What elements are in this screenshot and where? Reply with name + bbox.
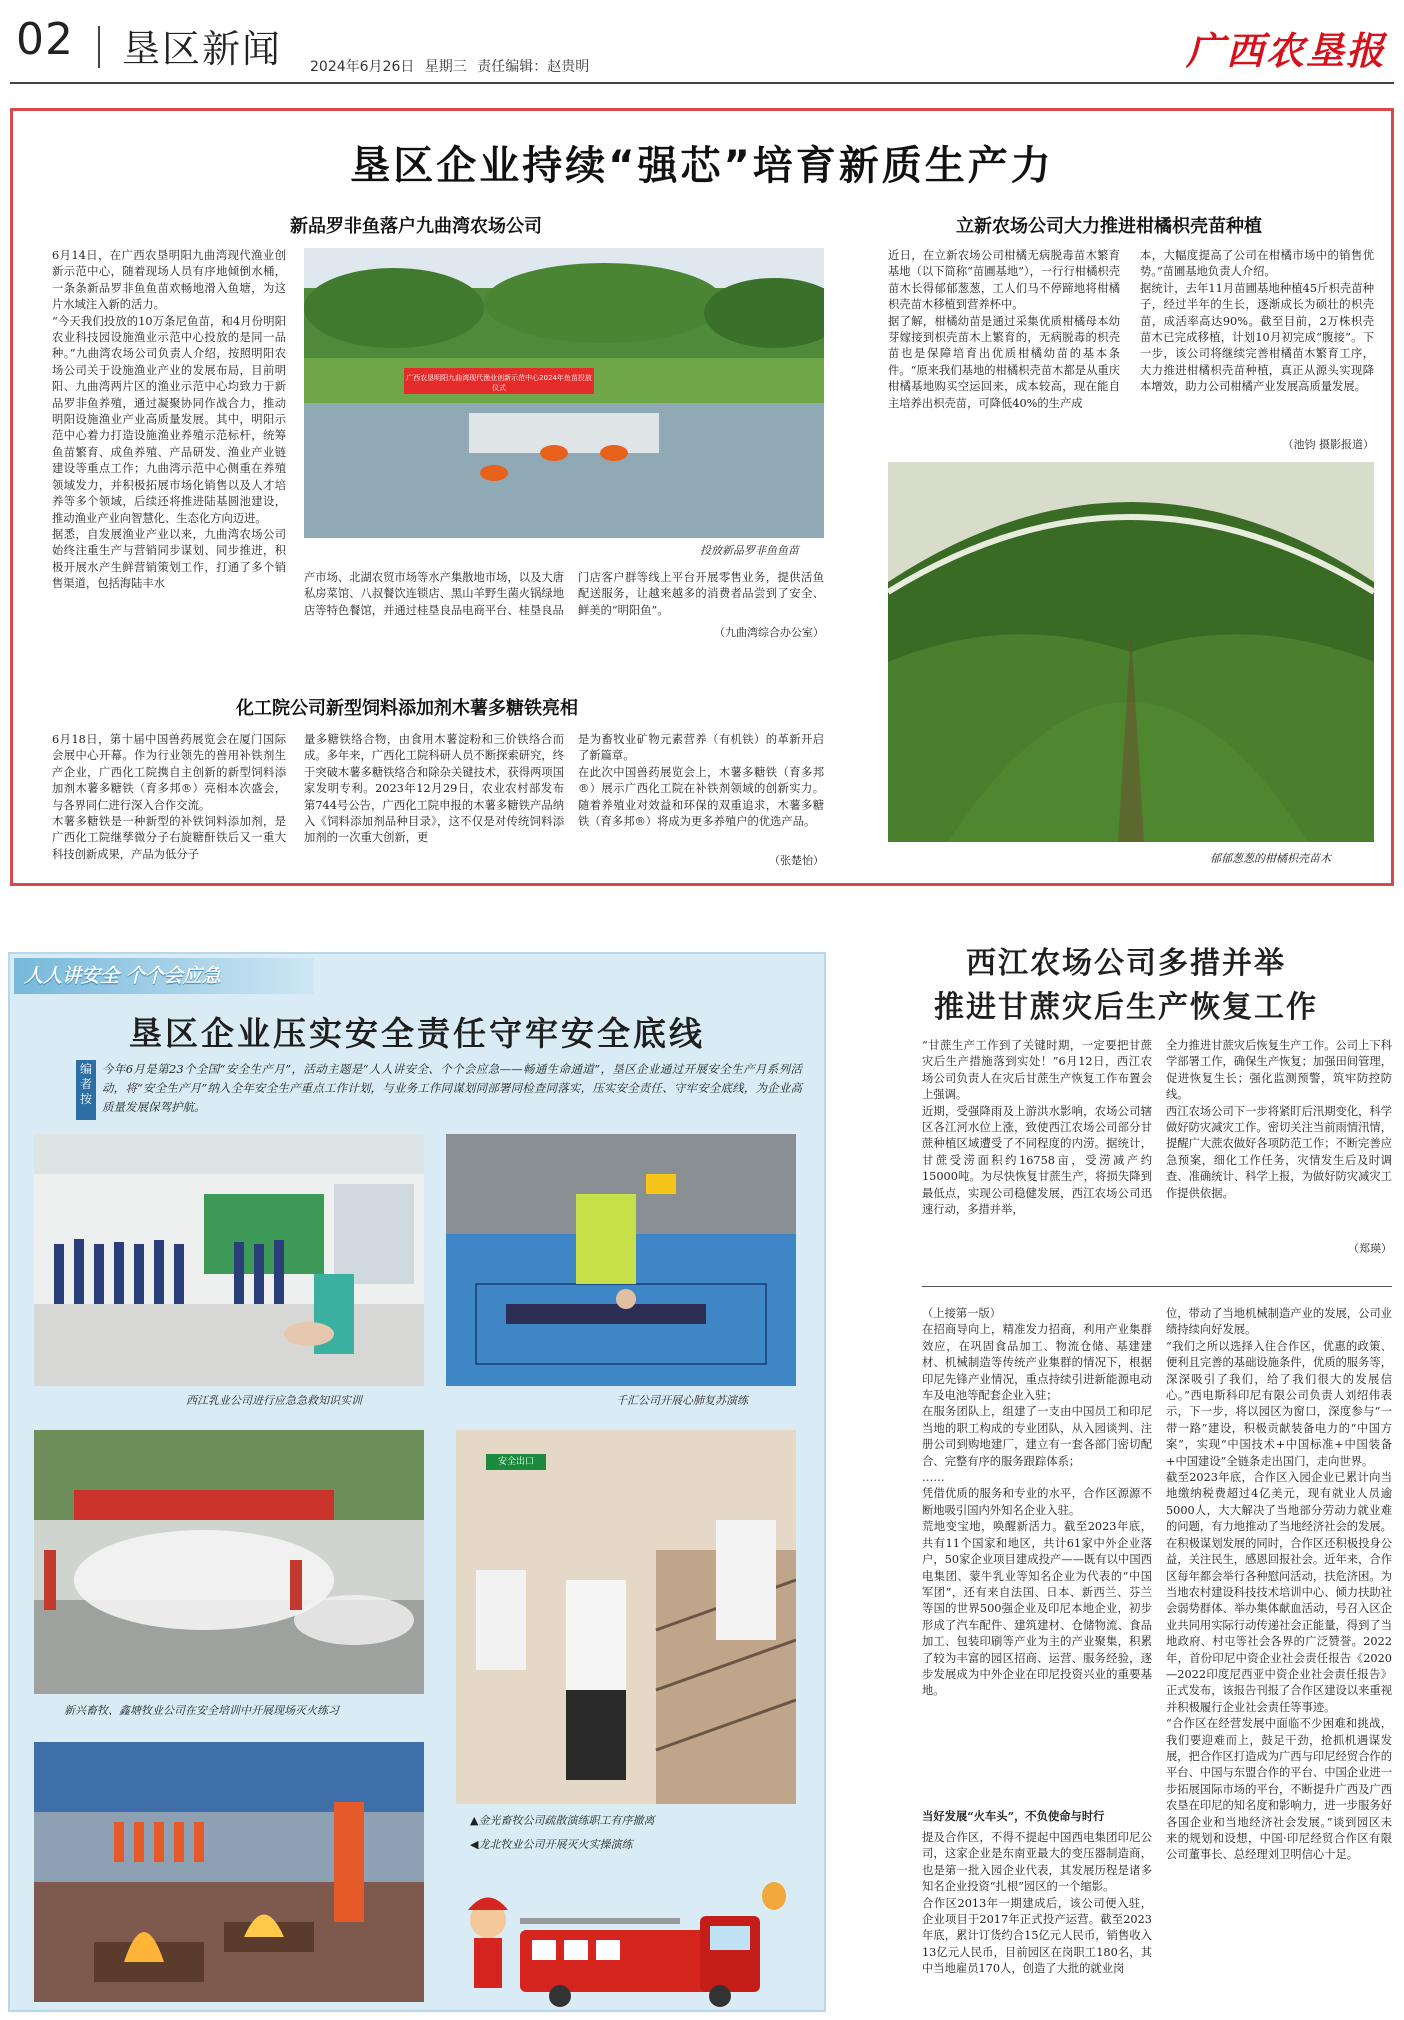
safety-band bbox=[14, 958, 314, 994]
photo-banner-text: 广西农垦明阳九曲湾现代渔业创新示范中心2024年鱼苗投放仪式 bbox=[406, 374, 592, 392]
caption-citrus: 郁郁葱葱的柑橘枳壳苗木 bbox=[1210, 852, 1331, 865]
article-fish-col2: 产市场、北湖农贸市场等水产集散地市场，以及大唐私房菜馆、八叔餐饮连锁店、黑山羊野生菌火锅绿地店等特色餐馆，并通过桂垦良品电商平台、桂垦良品 bbox=[304, 571, 564, 617]
header-divider bbox=[98, 26, 100, 68]
page-number: 02 bbox=[16, 14, 74, 65]
caption-fish: 投放新品罗非鱼鱼苗 bbox=[700, 544, 799, 557]
newspaper-logo: 广西农垦报 bbox=[1185, 28, 1386, 73]
article-title-feed: 化工院公司新型饲料添加剂木薯多糖铁亮相 bbox=[236, 698, 578, 719]
article-feed-col3: 是为畜牧业矿物元素营养（有机铁）的革新开启了新篇章。 在此次中国兽药展览会上，木薯多糖铁（育多邦®）展示广西化工院在补铁剂领域的创新实力。随着养殖业对效益和环保的双重追求，木薯多糖铁（育多邦®）将成为更多养殖户的优选产品。 bbox=[578, 733, 824, 829]
issue-info: 2024年6月26日 星期三 责任编辑：赵贵明 bbox=[310, 59, 590, 75]
continued-col1: （上接第一版） 在招商导向上，精准发力招商，利用产业集群效应，在巩固食品加工、物流仓储、基建建材、机械制造等传统产业集群的情况下，根据印尼先锋产业情况，重点持续引进新能源电动车及电池等配套企业入驻； 在服务团队上，组建了一支由中国员工和印尼当地的职工构成的专业团队，从入园谈判、注册公司到购地建厂，建立有一套各部门密切配合、完整有序的服务跟踪体系； …… 凭借优质的服务和专业的水平，合作区源源不断地吸引国内外知名企业入驻。 荒地变宝地，唤醒新活力。截至2023年底，共有11个国家和地区，共计61家中外企业落户，50家企业项目建成投产——既有以中国西电集团、蒙牛乳业等知名企业为代表的“中国军团”，还有来自法国、日本、新西兰、芬兰等国的世界500强企业及印尼本地企业，初步形成了汽车配件、建筑建材、仓储物流、食品加工、包装印刷等产业为主的产业聚集，积累了较为丰富的园区招商、运营、服务经验，逐步发展成为中外企业在印尼投资兴业的重要基地。 bbox=[922, 1307, 1152, 1698]
xijiang-col1: “甘蔗生产工作到了关键时期，一定要把甘蔗灾后生产措施落到实处！”6月12日，西江农场公司负责人在灾后甘蔗生产恢复工作布置会上强调。 近期，受强降雨及上游洪水影响，农场公司辖区各江河水位上涨，致使西江农场公司部分甘蔗种植区域遭受了不同程度的内涝。据统计，甘蔗受涝面积约16758亩，受涝减产约15000吨。为尽快恢复甘蔗生产，将损失降到最低点，实现公司稳健发展，西江农场公司迅速行动，多措并举， bbox=[922, 1039, 1152, 1217]
header-rule bbox=[10, 82, 1394, 84]
article-citrus-col1: 近日，在立新农场公司柑橘无病脱毒苗木繁育基地（以下简称“苗圃基地”），一行行柑橘枳壳苗木长得郁郁葱葱，工人们马不停蹄地将柑橘枳壳苗木移植到营养杯中。 据了解，柑橘幼苗是通过采集优质柑橘母本幼芽嫁接到枳壳苗木上繁育的，无病脱毒的枳壳苗也是保障培育出优质柑橘幼苗的基本条件。“原来我们基地的柑橘枳壳苗木都是从重庆柑橘基地购买空运回来，成本较高，现在能自主培养出枳壳苗，可降低40%的生产成 bbox=[888, 249, 1120, 410]
article-feed-col1: 6月18日，第十届中国兽药展览会在厦门国际会展中心开幕。作为行业领先的兽用补铁剂生产企业，广西化工院携自主创新的新型饲料添加剂木薯多糖铁（育多邦®）亮相本次盛会，与各界同仁进行深入合作交流。 木薯多糖铁是一种新型的补铁饲料添加剂，是广西化工院继孳微分子右旋糖酐铁后又一重大科技创新成果，产品为低分子 bbox=[52, 733, 286, 861]
safety-band-text: 人人讲安全 个个会应急 bbox=[24, 965, 221, 987]
article-feed-col2: 量多糖铁络合物，由食用木薯淀粉和三价铁络合而成。多年来，广西化工院科研人员不断探索研究，终于突破木薯多糖铁络合和除杂关键技术，获得两项国家发明专利。2023年12月29日，农业农村部发布第744号公告，广西化工院申报的木薯多糖铁产品纳入《饲料添加剂品种目录》，这不仅是对传统饲料添加剂的一次重大创新，更 bbox=[304, 733, 564, 845]
signature-citrus: （池钧 摄影报道） bbox=[1282, 438, 1374, 451]
editor-note-tag: 编者按 bbox=[76, 1060, 96, 1120]
article-title-citrus: 立新农场公司大力推进柑橘枳壳苗种植 bbox=[956, 216, 1262, 237]
xijiang-headline-2: 推进甘蔗灾后生产恢复工作 bbox=[934, 990, 1318, 1025]
editor-note-text: 今年6月是第23个全国“安全生产月”，活动主题是“人人讲安全、个个会应急——畅通生命通道”，垦区企业通过开展安全生产月系列活动，将“安全生产月”纳入全年安全生产重点工作计划，与业务工作同谋划同部署同检查同落实，压实安全责任、守牢安全底线，为企业高质量发展保驾护航。 bbox=[102, 1062, 802, 1114]
photo-fire-drill bbox=[34, 1742, 424, 2002]
signature-fish: （九曲湾综合办公室） bbox=[714, 626, 824, 639]
photo-evacuation-drill bbox=[456, 1430, 796, 1804]
photo-fish-release bbox=[304, 248, 824, 538]
continued-subhead: 当好发展“火车头”，不负使命与时行 bbox=[922, 1809, 1105, 1823]
exit-sign: 安全出口 bbox=[497, 1457, 534, 1467]
photo-cpr-drill bbox=[446, 1134, 796, 1386]
signature-xijiang: （郑瑛） bbox=[1348, 1242, 1392, 1255]
xijiang-headline-1: 西江农场公司多措并举 bbox=[966, 946, 1286, 981]
article-fish-col1: 6月14日，在广西农垦明阳九曲湾现代渔业创新示范中心，随着现场人员有序地倾倒水桶，一条条新品罗非鱼鱼苗欢畅地滑入鱼塘，为这片水域注入新的活力。 “今天我们投放的10万条尼鱼苗，和4月份明阳农业科技园设施渔业示范中心投放的是同一品种。”九曲湾农场公司负责人介绍，按照明阳农场公司关于设施渔业产业的发展布局，目前明阳、九曲湾两片区的渔业示范中心均致力于新品罗非鱼养殖，通过凝聚协同作战合力，推动明阳设施渔业产业高质量发展。其中，明阳示范中心着力打造设施渔业养殖示范标杆，统筹鱼苗繁育、成鱼养殖、产品研发、渔业产业链建设等重点工作；九曲湾示范中心侧重在养殖领域发力，并积极拓展市场化销售以及人才培养等多个领域，后续还将推进陆基圆池建设，推动渔业产业向智慧化、生态化方向迈进。 据悉，自发展渔业产业以来，九曲湾农场公司始终注重生产与营销同步谋划、同步推进，积极开展水产生鲜营销策划工作，打通了多个销售渠道，包括海陆丰水 bbox=[52, 249, 286, 591]
photo-first-aid-training bbox=[34, 1134, 424, 1386]
continued-col2: 提及合作区，不得不提起中国西电集团印尼公司，这家企业是东南亚最大的变压器制造商，也是第一批入园企业代表，其发展历程是诸多知名企业投资“扎根”园区的一个缩影。 合作区2013年一期建成后，该公司便入驻，企业项目于2017年正式投产运营。截至2023年底，累计订货约合15亿元人民币，销售收入13亿元人民币，目前园区在岗职工180名，其中当地雇员170人，创造了大批的就业岗 bbox=[922, 1831, 1152, 1976]
article-title-fish: 新品罗非鱼落户九曲湾农场公司 bbox=[290, 216, 542, 237]
continued-col3: 位，带动了当地机械制造产业的发展，公司业绩持续向好发展。 “我们之所以选择入住合作区，优惠的政策、便利且完善的基础设施条件，优质的服务等，深深吸引了我们，给了我们很大的发展信心。”西电斯科印尼有限公司负责人刘绍伟表示，下一步，将以园区为窗口，深度参与“一带一路”建设，积极贡献装备电力的“中国方案”，实现“中国技术+中国标准+中国装备+中国建设”全链条走出国门，走向世界。 截至2023年底，合作区入园企业已累计向当地缴纳税费超过4亿美元，现有就业人员逾5000人，大大解决了当地部分劳动力就业难的问题，有力地推动了当地经济社会的发展。 在积极谋划发展的同时，合作区还积极投身公益，关注民生，感恩回报社会。近年来，合作区每年都会举行各种慰问活动，扶危济困。为当地农村建设科技技术培训中心、倾力扶助社会弱势群体、举办集体献血活动，号召入区企业共同用实际行动传递社会正能量，得到了当地政府、村屯等社会各界的广泛赞誉。2022年，首份印尼中资企业社会责任报告《2020—2022印度尼西亚中资企业社会责任报告》正式发布，该报告刊报了合作区建设以来重视并积极履行企业社会责任等事迹。 “合作区在经营发展中面临不少困难和挑战，我们要迎难而上，鼓足干劲，抢抓机遇谋发展，把合作区打造成为广西与印尼经贸合作的平台、中国与东盟合作的平台、中国企业进一步拓展国际市场的平台，不断提升广西及广西农垦在印尼的知名度和影响力，进一步服务好各国企业和当地经济社会发展。”谈到园区未来的规划和设想，中国·印尼经贸合作区有限公司董事长、总经理刘卫明信心十足。 bbox=[1166, 1307, 1392, 1862]
caption-cpr: 千汇公司开展心肺复苏演练 bbox=[616, 1394, 748, 1407]
signature-feed: （张楚怡） bbox=[769, 854, 824, 867]
article-citrus-col2: 本，大幅度提高了公司在柑橘市场中的销售优势。”苗圃基地负责人介绍。 据统计，去年11月苗圃基地种植45斤枳壳苗种子，经过半年的生长，逐渐成长为硕壮的枳壳苗，成活率高达90%。截至目前，2万株枳壳苗木已完成移植，计划10月初完成“腹接”。下一步，该公司将继续完善柑橘苗木繁育工序，大力推进柑橘枳壳苗种植，真正从源头实现降本增效，助力公司柑橘产业发展高质量发展。 bbox=[1140, 249, 1374, 394]
section-divider bbox=[922, 1286, 1392, 1287]
photo-extinguisher-practice bbox=[34, 1430, 424, 1694]
caption-evacuation: ▲金光畜牧公司疏散演练职工有序撤离 bbox=[470, 1814, 655, 1827]
section-title: 垦区新闻 bbox=[122, 27, 283, 71]
safety-headline: 垦区企业压实安全责任守牢安全底线 bbox=[129, 1014, 705, 1053]
firefighter-illustration bbox=[460, 1880, 820, 2008]
caption-first-aid: 西江乳业公司进行应急急救知识实训 bbox=[186, 1394, 362, 1407]
caption-extinguisher: 新兴畜牧、鑫塘牧业公司在安全培训中开展现场灭火练习 bbox=[64, 1704, 339, 1717]
xijiang-col2: 全力推进甘蔗灾后恢复生产工作。公司上下科学部署工作，确保生产恢复；加强田间管理，促进恢复生长；强化监测预警，筑牢防控防线。 西江农场公司下一步将紧盯后汛期变化，科学做好防灾减灾工作。密切关注当前雨情汛情，提醒广大蔗农做好各项防范工作；不断完善应急预案，细化工作任务，灾情发生后及时调查、准确统计、科学上报，为做好防灾减灾工作提供依据。 bbox=[1166, 1039, 1392, 1200]
caption-fire-drill: ◀龙北牧业公司开展灭火实操演练 bbox=[470, 1838, 633, 1851]
main-headline: 垦区企业持续“强芯”培育新质生产力 bbox=[350, 143, 1054, 189]
article-fish-col3: 门店客户群等线上平台开展零售业务，提供活鱼配送服务，让越来越多的消费者品尝到了安全、鲜美的“明阳鱼”。 bbox=[578, 571, 824, 617]
photo-citrus-seedlings bbox=[888, 462, 1374, 842]
